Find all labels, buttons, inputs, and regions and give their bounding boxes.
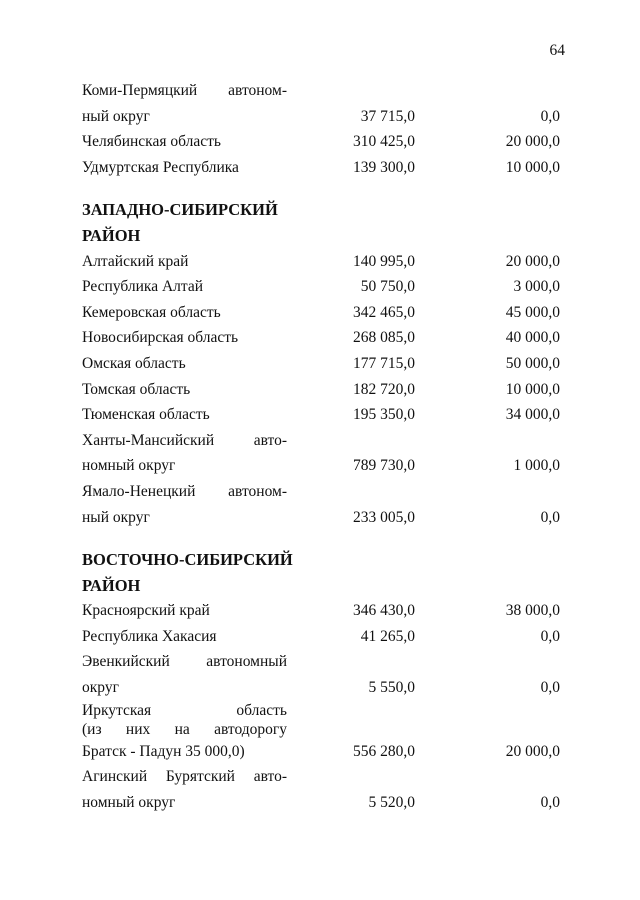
budget-table (82, 78, 560, 815)
region-name (82, 624, 287, 650)
region-name-line: Красноярский край (82, 602, 210, 620)
table-row (82, 479, 560, 530)
table-row (82, 155, 560, 181)
region-name (82, 78, 287, 129)
value-total: 310 425,0 (353, 133, 415, 151)
region-name-line: Коми-Пермяцкий автоном- (82, 82, 287, 99)
region-name (82, 274, 287, 300)
region-name (82, 428, 287, 479)
table-row (82, 129, 560, 155)
region-name (82, 479, 287, 530)
section-title-line: РАЙОН (82, 575, 141, 595)
region-name-line: Томская область (82, 380, 191, 398)
value-total: 789 730,0 (353, 457, 415, 475)
region-name (82, 249, 287, 275)
value-total: 195 350,0 (353, 406, 415, 424)
value-total: 5 520,0 (368, 793, 415, 811)
region-name-line: Тюменская область (82, 406, 210, 424)
region-name-line: ный округ (82, 107, 150, 125)
value-allocation: 34 000,0 (505, 406, 560, 424)
value-total: 41 265,0 (360, 627, 415, 645)
region-name-line: номный округ (82, 457, 176, 475)
region-name-line: Новосибирская область (82, 329, 239, 347)
value-total: 37 715,0 (360, 107, 415, 125)
value-allocation: 20 000,0 (505, 742, 560, 760)
region-name-line: Челябинская область (82, 133, 221, 151)
region-name (82, 649, 287, 700)
region-name (82, 155, 287, 181)
region-name-line: Республика Алтай (82, 278, 204, 296)
region-name (82, 598, 287, 624)
region-name-line: Удмуртская Республика (82, 158, 239, 176)
table-row (82, 428, 560, 479)
region-name-line: номный округ (82, 793, 176, 811)
region-name (82, 701, 287, 765)
region-name-line: Эвенкийский автономный (82, 653, 287, 671)
section-title-line: ВОСТОЧНО-СИБИРСКИЙ (82, 550, 293, 570)
value-allocation: 0,0 (540, 793, 560, 811)
region-name-line: Кемеровская область (82, 303, 221, 321)
value-allocation: 0,0 (540, 508, 560, 526)
value-total: 556 280,0 (353, 742, 415, 760)
value-allocation: 45 000,0 (505, 303, 560, 321)
table-row (82, 274, 560, 300)
table-row (82, 624, 560, 650)
value-total: 268 085,0 (353, 329, 415, 347)
value-allocation: 20 000,0 (505, 252, 560, 270)
value-allocation: 1 000,0 (513, 457, 560, 475)
region-name-line: (из них на автодорогу (82, 720, 287, 738)
value-allocation: 20 000,0 (505, 133, 560, 151)
table-row (82, 649, 560, 700)
value-allocation: 0,0 (540, 627, 560, 645)
value-total: 5 550,0 (368, 679, 415, 697)
section-title-line: РАЙОН (82, 225, 141, 245)
region-name-line: Ямало-Ненецкий автоном- (82, 482, 287, 500)
value-allocation: 3 000,0 (513, 278, 560, 296)
region-name-line: ный округ (82, 508, 150, 526)
region-name (82, 351, 287, 377)
region-name (82, 764, 287, 815)
value-allocation: 10 000,0 (505, 380, 560, 398)
region-name (82, 300, 287, 326)
section-title (82, 197, 312, 248)
region-name-line: Иркутская область (82, 701, 287, 719)
table-row (82, 701, 560, 765)
value-total: 342 465,0 (353, 303, 415, 321)
region-name (82, 325, 287, 351)
region-name (82, 129, 287, 155)
value-allocation: 10 000,0 (505, 158, 560, 176)
table-row (82, 377, 560, 403)
region-name-line: Омская область (82, 354, 186, 372)
region-name-line: Алтайский край (82, 252, 189, 270)
value-total: 50 750,0 (360, 278, 415, 296)
region-name-line: Агинский Бурятский авто- (82, 768, 287, 786)
table-row (82, 78, 560, 129)
value-total: 233 005,0 (353, 508, 415, 526)
value-allocation: 38 000,0 (505, 602, 560, 620)
table-row (82, 325, 560, 351)
region-name (82, 377, 287, 403)
table-row (82, 764, 560, 815)
value-allocation: 50 000,0 (505, 354, 560, 372)
region-name-line: округ (82, 679, 119, 697)
value-total: 346 430,0 (353, 602, 415, 620)
section-title-line: ЗАПАДНО-СИБИРСКИЙ (82, 200, 278, 220)
table-row (82, 249, 560, 275)
table-row (82, 300, 560, 326)
value-allocation: 0,0 (540, 679, 560, 697)
region-name-line: Республика Хакасия (82, 627, 217, 645)
table-row (82, 351, 560, 377)
section-title (82, 547, 312, 598)
page-number: 64 (549, 42, 565, 59)
region-name-line: Братск - Падун 35 000,0) (82, 742, 245, 760)
value-total: 177 715,0 (353, 354, 415, 372)
value-total: 140 995,0 (353, 252, 415, 270)
region-name (82, 402, 287, 428)
value-allocation: 0,0 (540, 107, 560, 125)
table-row (82, 598, 560, 624)
table-row (82, 402, 560, 428)
value-total: 139 300,0 (353, 158, 415, 176)
region-name-line: Ханты-Мансийский авто- (82, 431, 287, 449)
value-total: 182 720,0 (353, 380, 415, 398)
value-allocation: 40 000,0 (505, 329, 560, 347)
